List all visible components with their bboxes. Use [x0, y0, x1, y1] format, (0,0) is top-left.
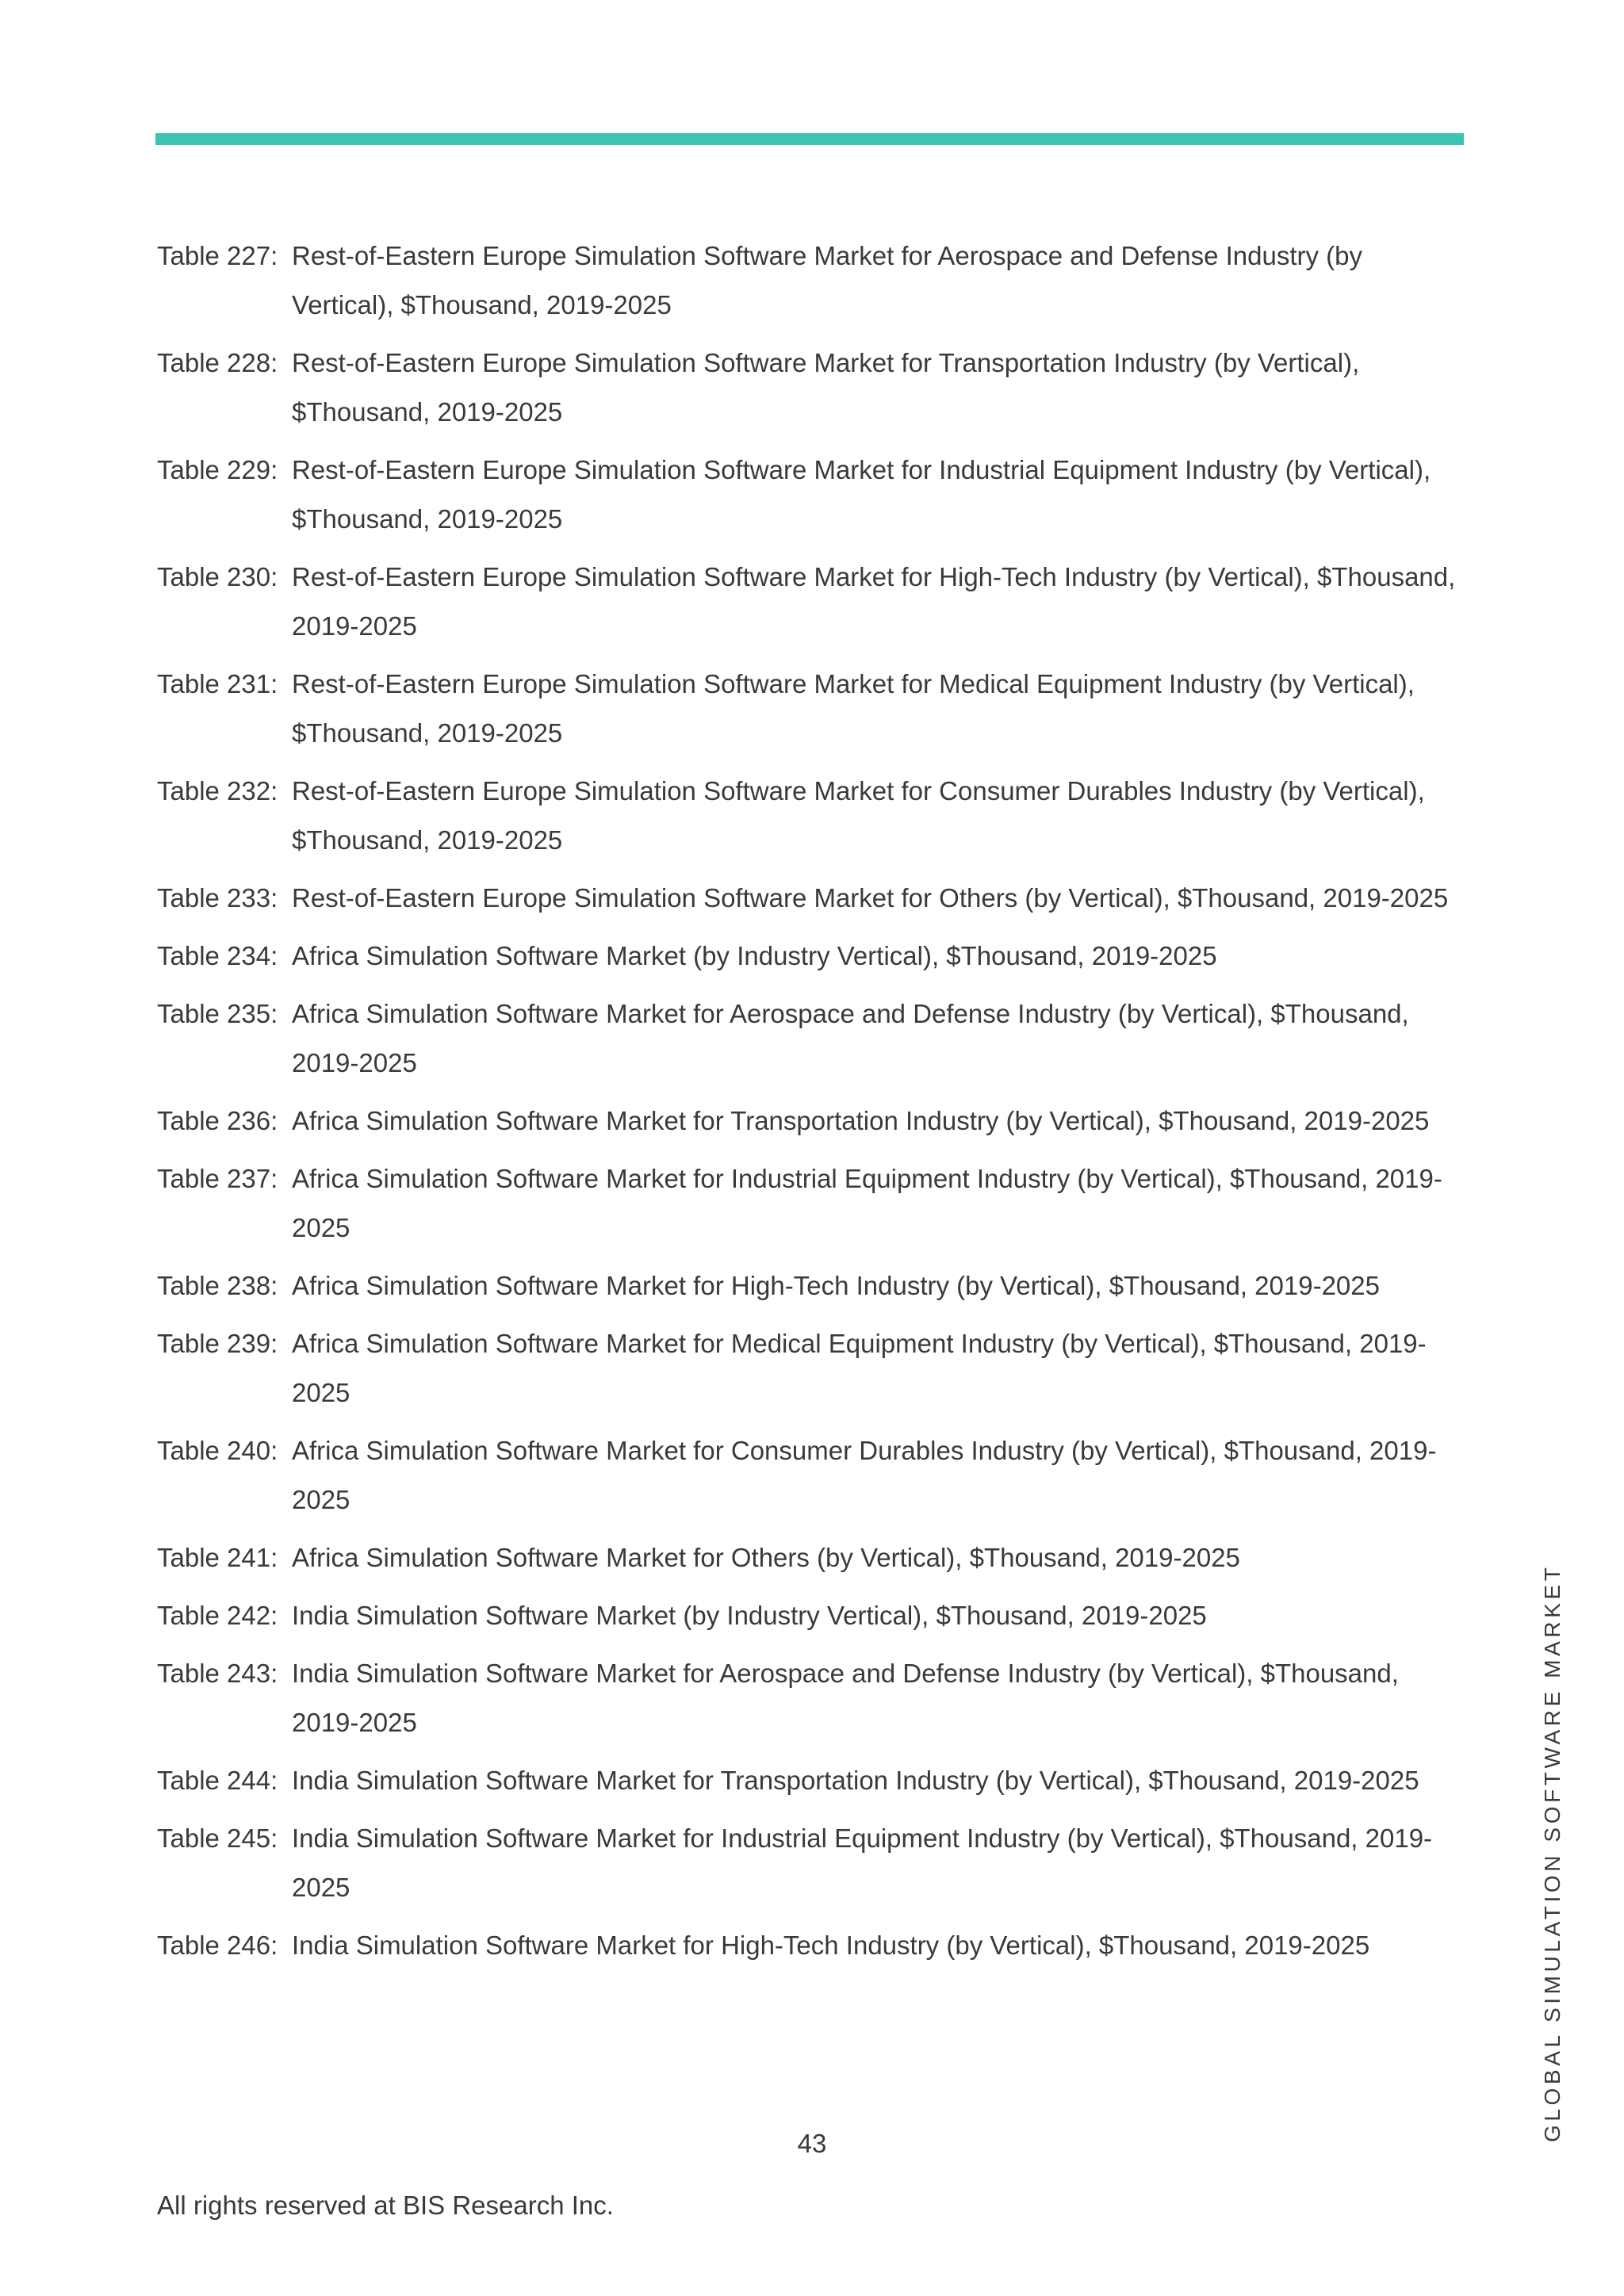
toc-entry[interactable]	[157, 1756, 1489, 1805]
toc-entry[interactable]	[157, 932, 1489, 981]
toc-entry[interactable]	[157, 1814, 1489, 1912]
toc-entry[interactable]	[157, 767, 1489, 865]
toc-entry-label: Table 239:	[157, 1329, 278, 1358]
toc-entry[interactable]	[157, 339, 1489, 437]
toc-entry-title: India Simulation Software Market for Aerospace and Defense Industry (by Vertical), $Thousand, 2019-2025	[292, 1659, 1399, 1737]
toc-entry-label: Table 227:	[157, 241, 278, 270]
header-accent-rule	[155, 133, 1464, 145]
toc-entry-label: Table 233:	[157, 883, 278, 913]
toc-entry-label: Table 238:	[157, 1271, 278, 1300]
toc-entry-label: Table 242:	[157, 1601, 278, 1630]
toc-entry-title: Rest-of-Eastern Europe Simulation Software Market for Transportation Industry (by Vertical), $Thousand, 2019-2025	[292, 348, 1360, 427]
toc-entry-label: Table 244:	[157, 1766, 278, 1795]
toc-entry-title: Africa Simulation Software Market for Medical Equipment Industry (by Vertical), $Thousand, 2019-2025	[292, 1329, 1427, 1407]
toc-entry[interactable]	[157, 232, 1489, 330]
toc-entry-label: Table 240:	[157, 1436, 278, 1465]
footer-copyright: All rights reserved at BIS Research Inc.	[157, 2191, 614, 2220]
toc-entry[interactable]	[157, 1261, 1489, 1311]
toc-entry[interactable]	[157, 1154, 1489, 1253]
toc-entry-title: Africa Simulation Software Market for Others (by Vertical), $Thousand, 2019-2025	[292, 1543, 1240, 1572]
toc-entry-title: Rest-of-Eastern Europe Simulation Software Market for Industrial Equipment Industry (by Vertical), $Thousand, 2019-2025	[292, 455, 1431, 534]
toc-entry[interactable]	[157, 1591, 1489, 1640]
toc-entry-label: Table 230:	[157, 562, 278, 591]
toc-entry-label: Table 241:	[157, 1543, 278, 1572]
toc-entry[interactable]	[157, 446, 1489, 544]
toc-entry-label: Table 245:	[157, 1823, 278, 1853]
toc-entry-label: Table 235:	[157, 999, 278, 1028]
toc-entry[interactable]	[157, 1426, 1489, 1525]
toc-entry-title: Rest-of-Eastern Europe Simulation Software Market for Others (by Vertical), $Thousand, 2019-2025	[292, 883, 1449, 913]
toc-entry[interactable]	[157, 553, 1489, 651]
toc-entry-title: India Simulation Software Market (by Industry Vertical), $Thousand, 2019-2025	[292, 1601, 1207, 1630]
toc-entry-title: Rest-of-Eastern Europe Simulation Software Market for Consumer Durables Industry (by Vertical), $Thousand, 2019-2025	[292, 776, 1425, 855]
toc-entry-label: Table 231:	[157, 669, 278, 698]
toc-entry[interactable]	[157, 1921, 1489, 1970]
toc-entry-label: Table 229:	[157, 455, 278, 484]
toc-entry-label: Table 246:	[157, 1931, 278, 1960]
toc-entry-title: Rest-of-Eastern Europe Simulation Software Market for High-Tech Industry (by Vertical), $Thousand, 2019-2025	[292, 562, 1456, 641]
toc-entry-title: Rest-of-Eastern Europe Simulation Software Market for Aerospace and Defense Industry (by Vertical), $Thousand, 2019-2025	[292, 241, 1362, 320]
toc-entry-title: India Simulation Software Market for Industrial Equipment Industry (by Vertical), $Thousand, 2019-2025	[292, 1823, 1433, 1902]
toc-entry-title: Africa Simulation Software Market for Aerospace and Defense Industry (by Vertical), $Thousand, 2019-2025	[292, 999, 1409, 1077]
toc-entry[interactable]	[157, 1319, 1489, 1418]
toc-entry-title: Africa Simulation Software Market for High-Tech Industry (by Vertical), $Thousand, 2019-2025	[292, 1271, 1380, 1300]
table-of-contents-list	[157, 232, 1489, 1979]
toc-entry-label: Table 232:	[157, 776, 278, 806]
toc-entry-title: Rest-of-Eastern Europe Simulation Software Market for Medical Equipment Industry (by Vertical), $Thousand, 2019-2025	[292, 669, 1415, 748]
toc-entry-label: Table 243:	[157, 1659, 278, 1688]
toc-entry-title: Africa Simulation Software Market for Consumer Durables Industry (by Vertical), $Thousand, 2019-2025	[292, 1436, 1437, 1514]
toc-entry-title: Africa Simulation Software Market (by Industry Vertical), $Thousand, 2019-2025	[292, 941, 1217, 970]
toc-entry-label: Table 234:	[157, 941, 278, 970]
toc-entry-label: Table 237:	[157, 1164, 278, 1193]
toc-entry[interactable]	[157, 989, 1489, 1088]
toc-entry-title: Africa Simulation Software Market for Industrial Equipment Industry (by Vertical), $Thousand, 2019-2025	[292, 1164, 1442, 1242]
toc-entry-title: India Simulation Software Market for High-Tech Industry (by Vertical), $Thousand, 2019-2025	[292, 1931, 1370, 1960]
toc-entry[interactable]	[157, 1096, 1489, 1146]
toc-entry-label: Table 228:	[157, 348, 278, 377]
toc-entry-label: Table 236:	[157, 1106, 278, 1135]
toc-entry-title: Africa Simulation Software Market for Transportation Industry (by Vertical), $Thousand, 2019-2025	[292, 1106, 1430, 1135]
toc-entry-title: India Simulation Software Market for Transportation Industry (by Vertical), $Thousand, 2019-2025	[292, 1766, 1419, 1795]
page-number: 43	[797, 2129, 827, 2158]
side-running-title: GLOBAL SIMULATION SOFTWARE MARKET	[1540, 1563, 1565, 2142]
toc-entry[interactable]	[157, 660, 1489, 758]
toc-entry[interactable]	[157, 1533, 1489, 1582]
toc-entry[interactable]	[157, 1649, 1489, 1747]
toc-entry[interactable]	[157, 874, 1489, 923]
